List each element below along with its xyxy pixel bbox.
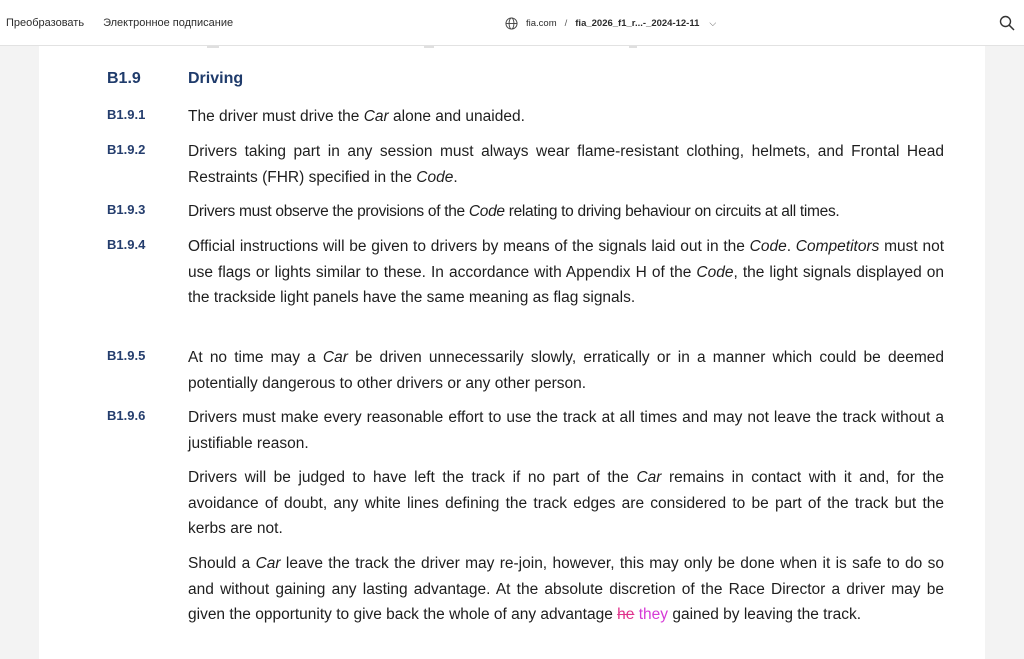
deleted-text: he bbox=[617, 606, 635, 624]
globe-icon bbox=[505, 17, 518, 30]
clause-text: The driver must drive the Car alone and unaided. bbox=[188, 108, 525, 125]
clause-number: B1.9.4 bbox=[107, 237, 146, 252]
clause-number: B1.9.6 bbox=[107, 408, 146, 423]
filename-label: fia_2026_f1_r...-_2024-12-11 bbox=[575, 17, 700, 29]
clause-text: At no time may a Car be driven unnecessarily slowly, erratically or in a manner which could be deemed potentially dangerous to other drivers or any other person. bbox=[188, 349, 944, 392]
file-breadcrumb[interactable] bbox=[505, 0, 716, 46]
clause-number: B1.9.2 bbox=[107, 142, 146, 157]
document-page bbox=[39, 46, 985, 659]
clause-text: Drivers must make every reasonable effort to use the track at all times and may not leave the track without a justifiable reason. bbox=[188, 409, 944, 452]
cut-text-fragment bbox=[207, 46, 219, 48]
cut-text-fragment bbox=[629, 46, 637, 48]
top-toolbar bbox=[0, 0, 1024, 46]
section-title: Driving bbox=[188, 70, 244, 87]
paragraph-text: Should a Car leave the track the driver may re-join, however, this may only be done when it is safe to do so and without gaining any lasting advantage. At the absolute discretion of the Race Director a driver may be given the opportunity to give back the whole of any advantage he they gained by leaving the track. bbox=[188, 555, 944, 624]
cut-text-fragment bbox=[424, 46, 434, 48]
section-number: B1.9 bbox=[107, 70, 141, 87]
search-icon[interactable] bbox=[998, 14, 1016, 32]
clause-number: B1.9.5 bbox=[107, 348, 146, 363]
clause-text: Drivers taking part in any session must always wear flame-resistant clothing, helmets, and Frontal Head Restraints (FHR) specified in the Code. bbox=[188, 143, 944, 186]
convert-menu[interactable]: Преобразовать bbox=[6, 16, 85, 29]
clause-number: B1.9.3 bbox=[107, 202, 146, 217]
breadcrumb-separator: / bbox=[564, 17, 568, 29]
paragraph-text: Drivers will be judged to have left the track if no part of the Car remains in contact with it and, for the avoidance of doubt, any white lines defining the track edges are considered to be part of the track but the kerbs are not. bbox=[188, 469, 944, 538]
domain-label: fia.com bbox=[526, 17, 557, 29]
clause-number: B1.9.1 bbox=[107, 107, 146, 122]
chevron-down-icon[interactable]: ⌵ bbox=[709, 17, 717, 28]
inserted-text: they bbox=[638, 606, 669, 624]
clause-text: Official instructions will be given to drivers by means of the signals laid out in the Code. Competitors must not use flags or lights similar to these. In accordance with Appendix H of the Code, the light signals displayed on the trackside light panels have the same meaning as flag signals. bbox=[188, 238, 944, 307]
esign-menu[interactable]: Электронное подписание bbox=[103, 16, 234, 29]
toolbar-menu bbox=[0, 17, 252, 29]
clause-text: Drivers must observe the provisions of the Code relating to driving behaviour on circuits at all times. bbox=[188, 203, 840, 220]
